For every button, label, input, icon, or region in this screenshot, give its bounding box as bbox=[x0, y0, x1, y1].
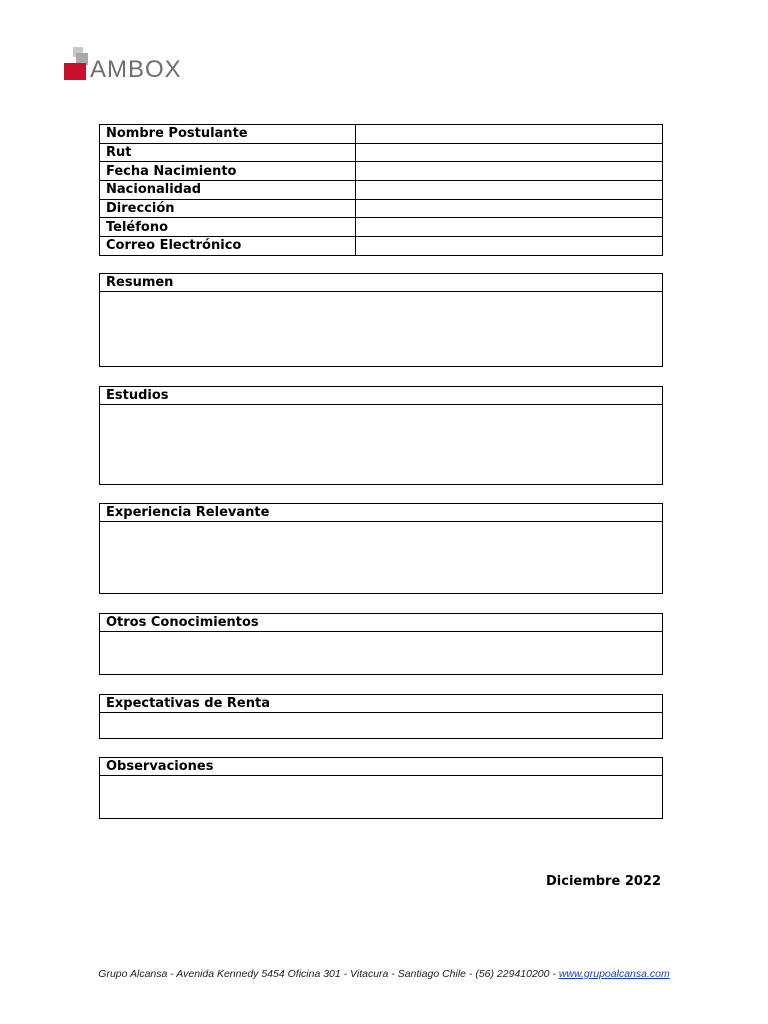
document-date: Diciembre 2022 bbox=[545, 874, 661, 889]
section-title: Estudios bbox=[100, 387, 663, 405]
section-title: Resumen bbox=[100, 274, 663, 292]
info-label: Nacionalidad bbox=[100, 181, 356, 200]
section-title: Observaciones bbox=[100, 758, 663, 776]
info-label: Fecha Nacimiento bbox=[100, 162, 356, 181]
ambox-logo-icon bbox=[64, 47, 92, 83]
otros-field[interactable] bbox=[100, 632, 663, 675]
applicant-info-table bbox=[99, 124, 663, 256]
experiencia-field[interactable] bbox=[100, 522, 663, 594]
section-otros-conocimientos bbox=[99, 613, 663, 675]
info-row bbox=[100, 218, 663, 237]
info-label: Rut bbox=[100, 143, 356, 162]
observaciones-field[interactable] bbox=[100, 776, 663, 819]
info-row bbox=[100, 181, 663, 200]
info-row bbox=[100, 199, 663, 218]
info-value-field[interactable] bbox=[356, 143, 663, 162]
info-value-field[interactable] bbox=[356, 125, 663, 144]
section-expectativas bbox=[99, 694, 663, 739]
info-label: Correo Electrónico bbox=[100, 237, 356, 256]
section-observaciones bbox=[99, 757, 663, 819]
info-value-field[interactable] bbox=[356, 162, 663, 181]
section-experiencia bbox=[99, 503, 663, 594]
ambox-logo bbox=[64, 47, 194, 83]
section-title: Experiencia Relevante bbox=[100, 504, 663, 522]
info-row bbox=[100, 125, 663, 144]
section-title: Expectativas de Renta bbox=[100, 695, 663, 713]
logo-text: AMBOX bbox=[90, 56, 182, 83]
info-label: Dirección bbox=[100, 199, 356, 218]
expectativas-field[interactable] bbox=[100, 713, 663, 739]
footer-website-link[interactable]: www.grupoalcansa.com bbox=[558, 968, 670, 980]
resumen-field[interactable] bbox=[100, 292, 663, 367]
info-value-field[interactable] bbox=[356, 218, 663, 237]
info-label: Teléfono bbox=[100, 218, 356, 237]
footer-text: Grupo Alcansa - Avenida Kennedy 5454 Oficina 301 - Vitacura - Santiago Chile - (56) 229410200 - bbox=[98, 968, 559, 980]
info-row bbox=[100, 237, 663, 256]
section-resumen bbox=[99, 273, 663, 367]
info-row bbox=[100, 143, 663, 162]
info-value-field[interactable] bbox=[356, 237, 663, 256]
footer bbox=[0, 968, 768, 980]
section-estudios bbox=[99, 386, 663, 485]
estudios-field[interactable] bbox=[100, 405, 663, 485]
info-value-field[interactable] bbox=[356, 181, 663, 200]
section-title: Otros Conocimientos bbox=[100, 614, 663, 632]
info-row bbox=[100, 162, 663, 181]
info-label: Nombre Postulante bbox=[100, 125, 356, 144]
info-value-field[interactable] bbox=[356, 199, 663, 218]
